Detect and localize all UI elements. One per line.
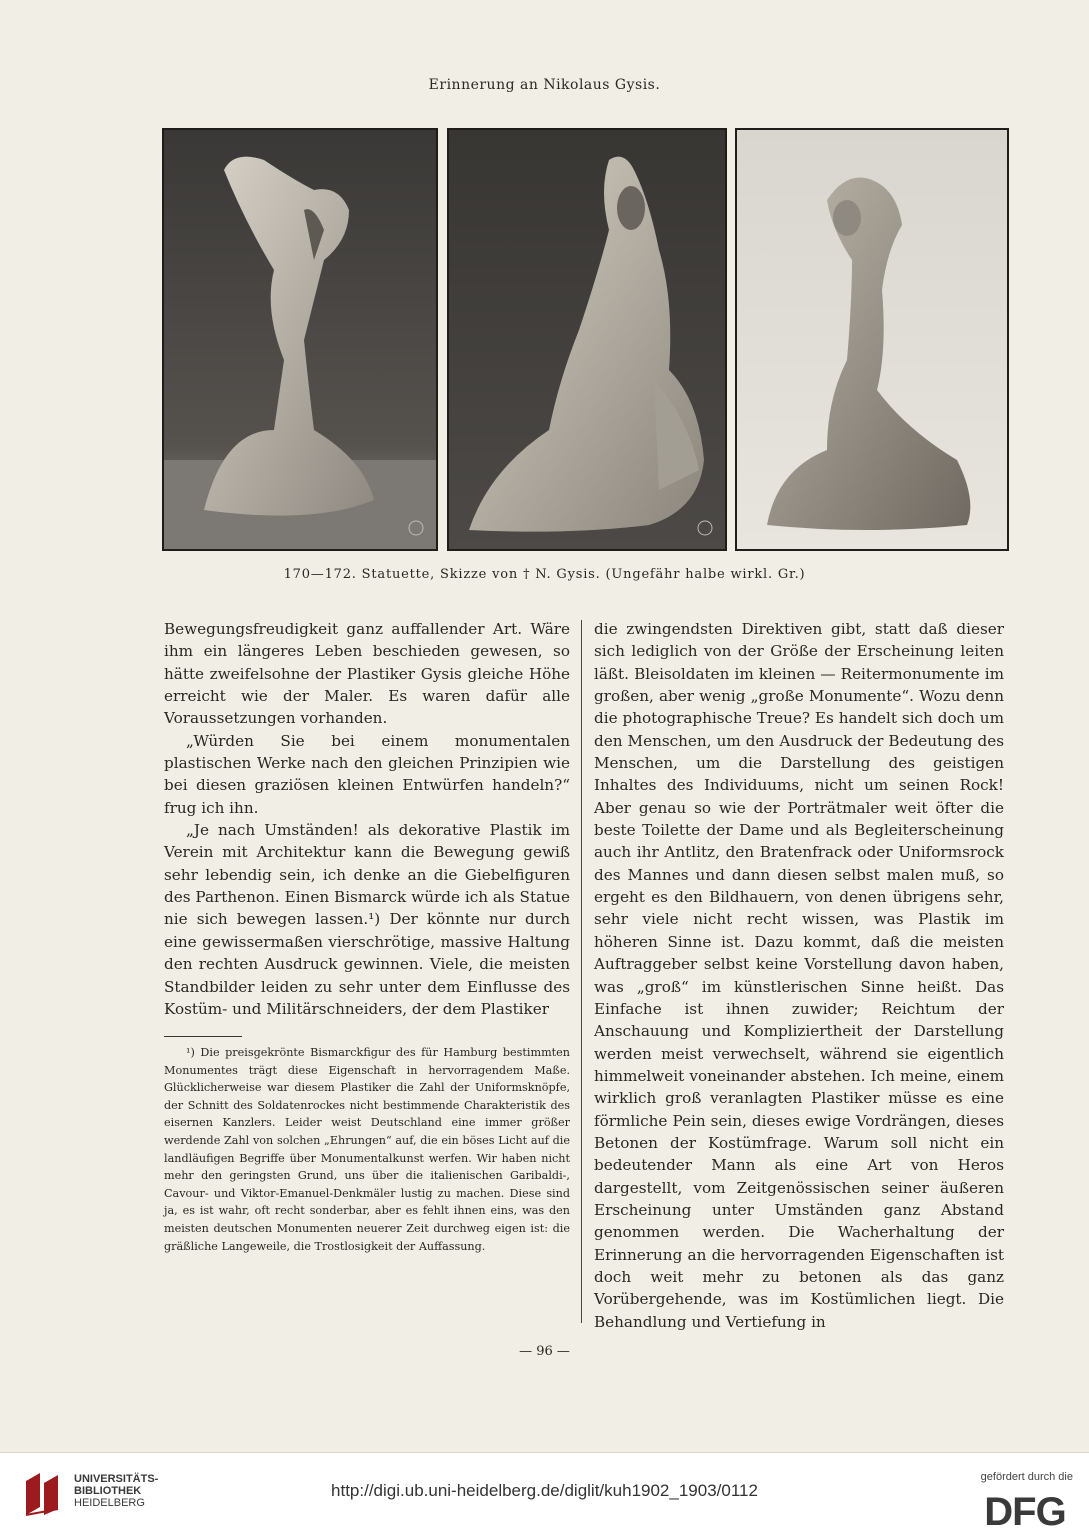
page-number: — 96 —	[519, 1344, 570, 1359]
sculpture-photo-icon	[449, 130, 725, 549]
library-line: UNIVERSITÄTS-	[74, 1473, 159, 1485]
sculpture-photo-icon	[737, 130, 1007, 549]
paragraph: „Würden Sie bei einem monumentalen plastischen Werke nach den gleichen Prinzipien wie bei diesen graziösen kleinen Entwürfen handeln?“ frug ich ihn.	[164, 731, 570, 817]
library-line: BIBLIOTHEK	[74, 1485, 142, 1497]
footnote-rule	[164, 1036, 242, 1037]
footer-bar	[0, 1452, 1089, 1537]
dfg-logo-icon	[975, 1487, 1075, 1531]
right-column	[594, 618, 1004, 1333]
statuette-photo-172	[735, 128, 1009, 551]
statuette-photo-171	[447, 128, 727, 551]
paragraph: Bewegungsfreudigkeit ganz auffallender Art. Wäre ihm ein längeres Leben beschieden gewesen, so hätte zweifelsohne der Plastiker Gysis gleiche Höhe erreicht wie der Maler. Es waren dafür alle Voraussetzungen vorhanden.	[164, 620, 570, 728]
figure-caption: 170—172. Statuette, Skizze von † N. Gysis. (Ungefähr halbe wirkl. Gr.)	[283, 567, 806, 582]
column-divider	[581, 620, 582, 1323]
footnote-text: ¹) Die preisgekrönte Bismarckfigur des für Hamburg bestimmten Monumentes trägt diese Eigenschaft in hervorragendem Maße. Glücklicherweise war diesem Plastiker die Zahl der Uniformsknöpfe, der Schnitt des Soldatenrockes nicht bestimmende Charakteristik des eisernen Kanzlers. Leider weist Deutschland eine immer größer werdende Zahl von solchen „Ehrungen“ auf, die ein böses Licht auf die landläufigen Begriffe über Monumentalkunst werfen. Wir haben nicht mehr den geringsten Grund, uns über die italienischen Garibaldi-, Cavour- und Viktor-Emanuel-Denkmäler lustig zu machen. Diese sind ja, es ist wahr, oft recht sonderbar, aber es fehlt ihnen eins, was den meisten deutschen Monumenten neuerer Zeit durchweg eigen ist: die gräßliche Langeweile, die Trostlosigkeit der Auffassung.	[164, 1046, 570, 1253]
left-column	[164, 618, 570, 1020]
paragraph: die zwingendsten Direktiven gibt, statt daß dieser sich lediglich von der Größe der Erscheinung leiten läßt. Bleisoldaten im kleinen — Reitermonumente im großen, aber wenig „große Monumente“. Wozu denn die photographische Treue? Es handelt sich doch um den Menschen, um den Ausdruck der Bedeutung des Menschen, um die Darstellung des geistigen Inhaltes des Individuums, nicht um seinen Rock! Aber genau so wie der Porträtmaler weit öfter die beste Toilette der Dame und als Begleiterscheinung auch ihr Antlitz, den Bratenfrack oder Uniformsrock des Mannes und dann diesen selbst malen muß, so ergeht es den Bildhauern, von denen übrigens sehr, sehr viele nicht recht wissen, was Plastik im höheren Sinne ist. Dazu kommt, daß die meisten Auftraggeber selbst keine Vorstellung davon haben, was „groß“ im künstlerischen Sinne heißt. Das Einfache ist ihnen zuwider; Reichtum der Anschauung und Kompliziertheit der Darstellung werden meist verwechselt, während sie eigentlich himmelweit voneinander abstehen. Ich meine, einem wirklich groß veranlagten Plastiker müsse es eine förmliche Pein sein, dieses ewige Vordrängen, dieses Betonen der Kostümfrage. Warum soll nicht ein bedeutender Mann als eine Art von Heros dargestellt, vom Zeitgenössischen seiner äußeren Erscheinung unter Umständen ganz Abstand genommen werden. Die Wacherhaltung der Erinnerung an die hervorragenden Eigenschaften ist doch weit mehr zu betonen als das ganz Vorübergehende, was im Kostümlichen liegt. Die Behandlung und Vertiefung in	[594, 620, 1004, 1331]
paragraph: „Je nach Umständen! als dekorative Plastik im Verein mit Architektur kann die Bewegung gewiß sehr lebendig sein, ich denke an die Giebelfiguren des Parthenon. Einen Bismarck würde ich als Statue nie sich bewegen lassen.¹) Der könnte nur durch eine gewissermaßen vierschrötige, massive Haltung den rechten Ausdruck gewinnen. Viele, die meisten Standbilder leiden zu sehr unter dem Einflusse des Kostüm- und Militärschneiders, der dem Plastiker	[164, 821, 570, 1018]
permalink-url[interactable]: http://digi.ub.uni-heidelberg.de/diglit/kuh1902_1903/0112	[331, 1481, 758, 1500]
running-head: Erinnerung an Nikolaus Gysis.	[428, 77, 661, 93]
library-line: HEIDELBERG	[74, 1497, 145, 1509]
dfg-logo-text: DFG	[984, 1490, 1066, 1531]
statuette-photo-170	[162, 128, 438, 551]
footnote	[164, 1044, 570, 1255]
sculpture-photo-icon	[164, 130, 436, 549]
funding-label: gefördert durch die	[980, 1471, 1073, 1483]
